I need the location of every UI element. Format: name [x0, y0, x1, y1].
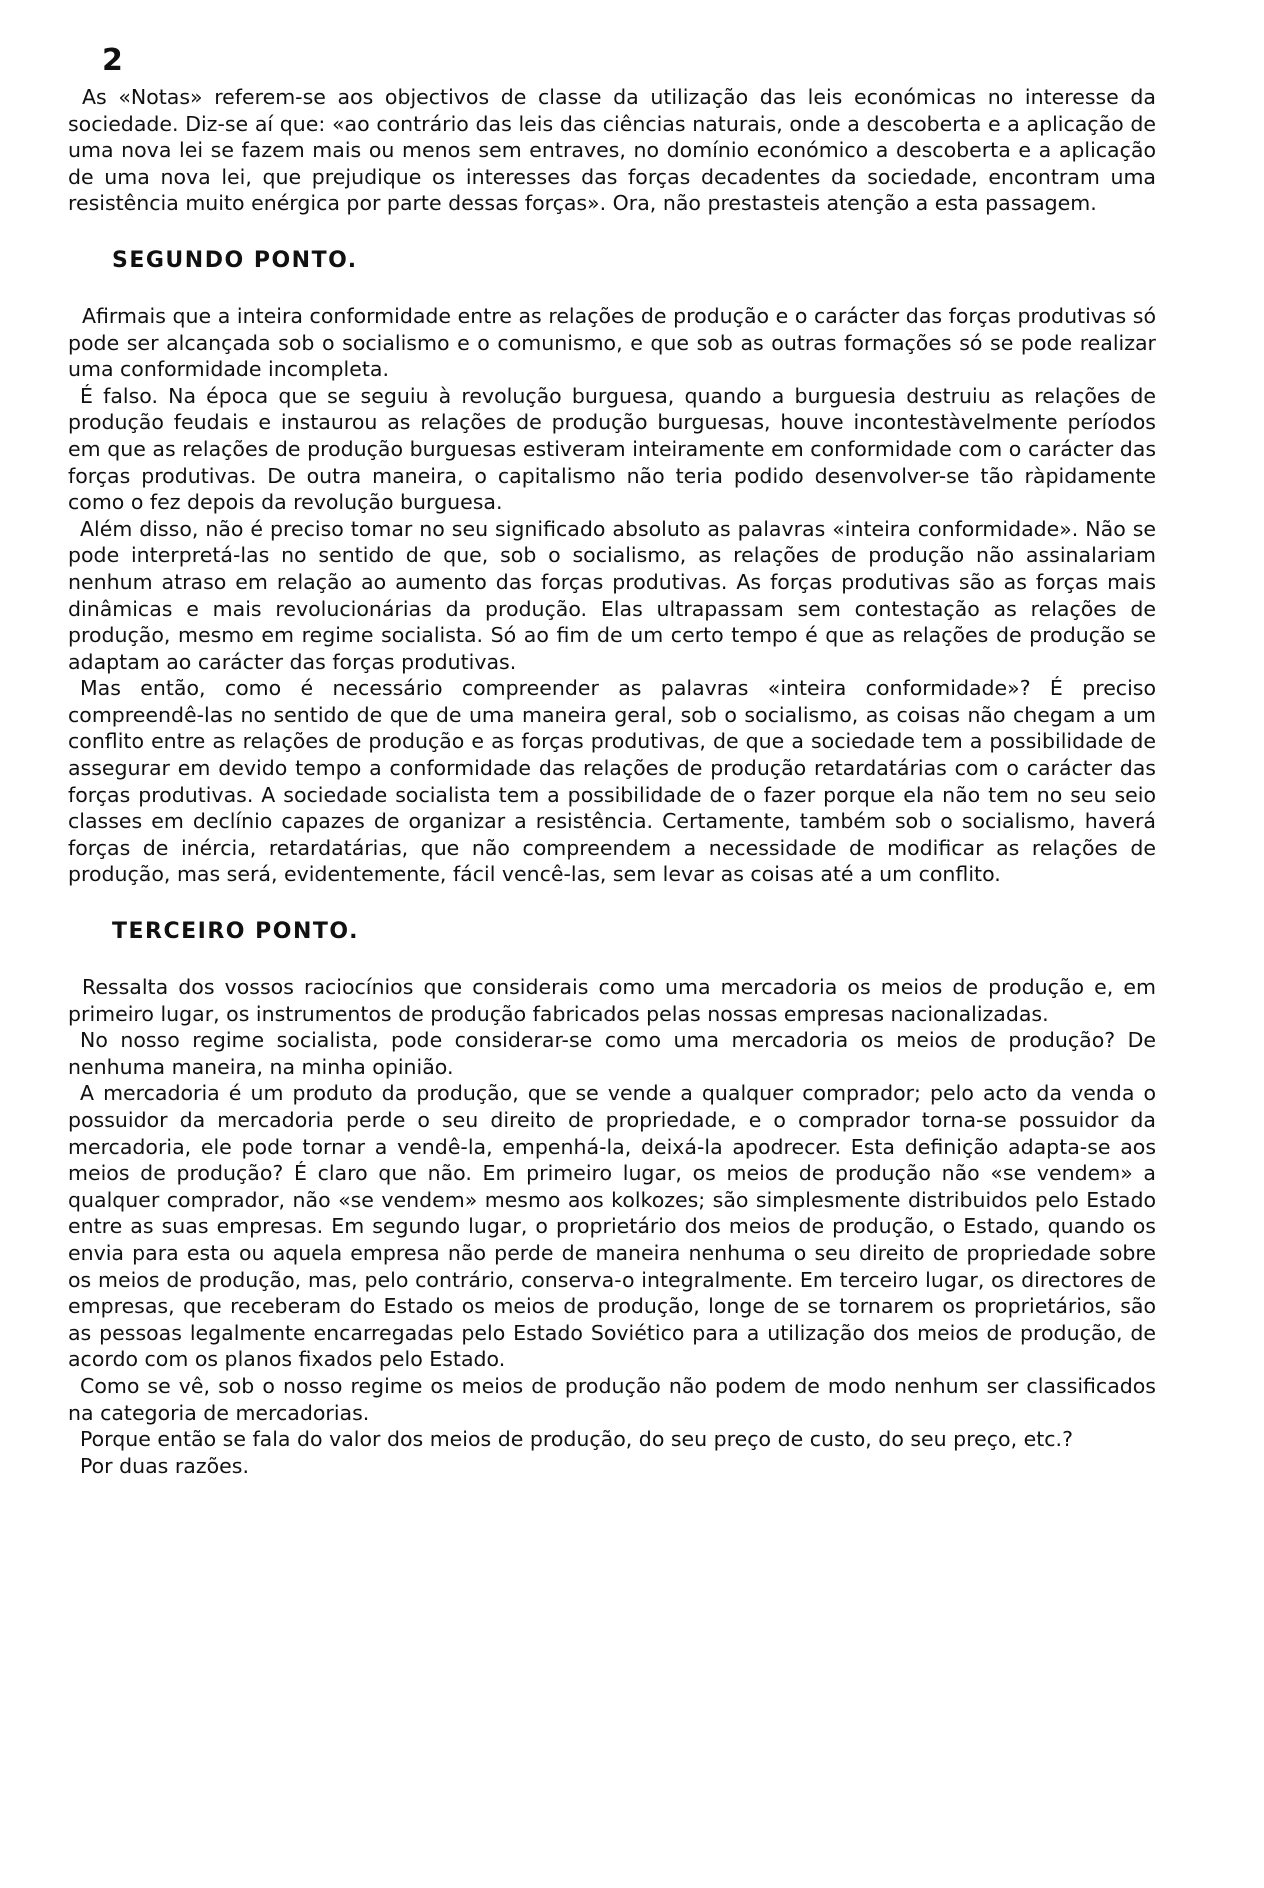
- paragraph: É falso. Na época que se seguiu à revolução burguesa, quando a burguesia destruiu as relações de produção feudais e instaurou as relações de produção burguesas, houve incontestàvelmente períodos em que as relações de produção burguesas estiveram inteiramente em conformidade com o carácter das forças produtivas. De outra maneira, o capitalismo não teria podido desenvolver-se tão ràpidamente como o fez depois da revolução burguesa.: [68, 383, 1156, 515]
- page-number: 2: [102, 43, 123, 78]
- section-segundo-ponto: [68, 247, 1156, 888]
- paragraph: Porque então se fala do valor dos meios de produção, do seu preço de custo, do seu preço, etc.?: [80, 1427, 1073, 1452]
- paragraph: Como se vê, sob o nosso regime os meios de produção não podem de modo nenhum ser classificados na categoria de mercadorias.: [68, 1373, 1156, 1425]
- paragraph: A mercadoria é um produto da produção, que se vende a qualquer comprador; pelo acto da venda o possuidor da mercadoria perde o seu direito de propriedade, e o comprador torna-se possuidor da mercadoria, ele pode tornar a vendê-la, empenhá-la, deixá-la apodrecer. Esta definição adapta-se aos meios de produção? É claro que não. Em primeiro lugar, os meios de produção não «se vendem» a qualquer comprador, não «se vendem» mesmo aos kolkozes; são simplesmente distribuidos pelo Estado entre as suas empresas. Em segundo lugar, o proprietário dos meios de produção, o Estado, quando os envia para esta ou aquela empresa não perde de maneira nenhuma o seu direito de propriedade sobre os meios de produção, mas, pelo contrário, conserva-o integralmente. Em terceiro lugar, os directores de empresas, que receberam do Estado os meios de produção, longe de se tornarem os proprietários, são as pessoas legalmente encarregadas pelo Estado Soviético para a utilização dos meios de produção, de acordo com os planos fixados pelo Estado.: [68, 1081, 1156, 1372]
- paragraph: No nosso regime socialista, pode considerar-se como uma mercadoria os meios de produção? De nenhuma maneira, na minha opinião.: [68, 1028, 1156, 1079]
- intro-paragraph: As «Notas» referem-se aos objectivos de classe da utilização das leis económicas no interesse da sociedade. Diz-se aí que: «ao contrário das leis das ciências naturais, onde a descoberta e a aplicação de uma nova lei se fazem mais ou menos sem entraves, no domínio económico a descoberta e a aplicação de uma nova lei, que prejudique os interesses das forças decadentes da sociedade, encontram uma resistência muito enérgica por parte dessas forças». Ora, não prestasteis atenção a esta passagem.: [68, 85, 1156, 216]
- section-terceiro-ponto: [68, 918, 1156, 1479]
- section-heading: TERCEIRO PONTO.: [112, 919, 359, 945]
- section-heading: SEGUNDO PONTO.: [112, 247, 358, 273]
- paragraph: Por duas razões.: [80, 1453, 249, 1478]
- paragraph: Além disso, não é preciso tomar no seu significado absoluto as palavras «inteira conformidade». Não se pode interpretá-las no sentido de que, sob o socialismo, as relações de produção não assinalariam nenhum atraso em relação ao aumento das forças produtivas. As forças produtivas são as forças mais dinâmicas e mais revolucionárias da produção. Elas ultrapassam sem contestação as relações de produção, mesmo em regime socialista. Só ao fim de um certo tempo é que as relações de produção se adaptam ao carácter das forças produtivas.: [68, 516, 1156, 674]
- paragraph: Mas então, como é necessário compreender as palavras «inteira conformidade»? É preciso compreendê-las no sentido de que de uma maneira geral, sob o socialismo, as coisas não chegam a um conflito entre as relações de produção e as forças produtivas, de que a sociedade tem a possibilidade de assegurar em devido tempo a conformidade das relações de produção retardatárias com o carácter das forças produtivas. A sociedade socialista tem a possibilidade de o fazer porque ela não tem no seu seio classes em declínio capazes de organizar a resistência. Certamente, também sob o socialismo, haverá forças de inércia, retardatárias, que não compreendem a necessidade de modificar as relações de produção, mas será, evidentemente, fácil vencê-las, sem levar as coisas até a um conflito.: [68, 676, 1156, 887]
- paragraph: Ressalta dos vossos raciocínios que considerais como uma mercadoria os meios de produção e, em primeiro lugar, os instrumentos de produção fabricados pelas nossas empresas nacionalizadas.: [68, 975, 1156, 1026]
- paragraph: Afirmais que a inteira conformidade entre as relações de produção e o carácter das forças produtivas só pode ser alcançada sob o socialismo e o comunismo, e que sob as outras formações só se pode realizar uma conformidade incompleta.: [68, 303, 1156, 382]
